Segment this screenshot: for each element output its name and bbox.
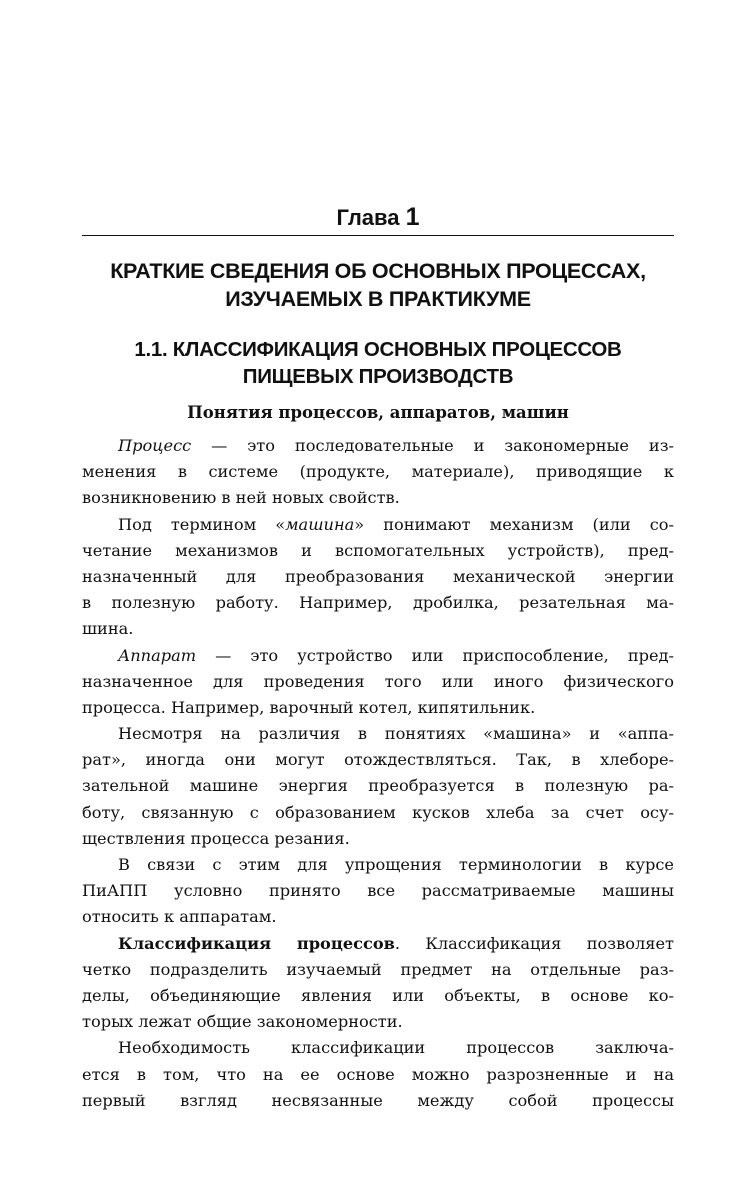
paragraph-line: в полезную работу. Например, дробилка, резательная ма- xyxy=(82,593,674,613)
paragraph-line: Необходимость классификации процессов заключа- xyxy=(118,1038,674,1058)
paragraph-line xyxy=(82,512,674,538)
paragraph-line: торых лежат общие закономерности. xyxy=(82,1012,403,1032)
line-text: — это последовательные и закономерные из- xyxy=(191,436,674,455)
paragraph-line: ется в том, что на ее основе можно разрозненные и на xyxy=(82,1064,674,1084)
term-apparatus: Аппарат xyxy=(118,645,197,665)
body-text xyxy=(82,433,674,1114)
paragraph-line: процесса. Например, варочный котел, кипятильник. xyxy=(82,697,536,717)
term-machine: машина xyxy=(285,514,355,534)
section-title-line: 1.1. КЛАССИФИКАЦИЯ ОСНОВНЫХ ПРОЦЕССОВ xyxy=(134,338,622,361)
chapter-title-line: КРАТКИЕ СВЕДЕНИЯ ОБ ОСНОВНЫХ ПРОЦЕССАХ, xyxy=(110,259,646,283)
paragraph-line: зательной машине энергия преобразуется в полезную ра- xyxy=(82,776,674,796)
section-title-line: ПИЩЕВЫХ ПРОИЗВОДСТВ xyxy=(242,365,514,388)
paragraph-line: четание механизмов и вспомогательных устройств), пред- xyxy=(82,540,674,560)
paragraph-line: боту, связанную с образованием кусков хлеба за счет осу- xyxy=(82,802,674,822)
chapter-title-line: ИЗУЧАЕМЫХ В ПРАКТИКУМЕ xyxy=(225,287,531,311)
paragraph-line: менения в системе (продукте, материале), приводящие к xyxy=(82,462,674,482)
line-text: . Классификация позволяет xyxy=(394,933,674,953)
paragraph-line: возникновению в ней новых свойств. xyxy=(82,488,400,508)
line-text: Под термином « xyxy=(118,514,286,534)
paragraph-line xyxy=(82,643,674,669)
line-text: » понимают механизм (или со- xyxy=(354,514,674,534)
chapter-divider xyxy=(82,235,674,236)
term-classification: Классификация процессов xyxy=(118,933,395,953)
term-process: Процесс xyxy=(118,436,192,455)
paragraph-line: четко подразделить изучаемый предмет на отдельные раз- xyxy=(82,959,674,979)
chapter-heading xyxy=(82,202,674,233)
paragraph-line: первый взгляд несвязанные между собой процессы xyxy=(82,1090,674,1110)
paragraph-line: назначенный для преобразования механической энергии xyxy=(82,566,674,586)
paragraph-line: делы, объединяющие явления или объекты, в основе ко- xyxy=(82,985,674,1005)
chapter-label-text: Глава xyxy=(336,205,400,230)
section-title xyxy=(82,336,674,390)
paragraph-line: В связи с этим для упрощения терминологии в курсе xyxy=(118,855,674,874)
chapter-title xyxy=(82,257,674,313)
paragraph-line: Несмотря на различия в понятиях «машина» и «аппа- xyxy=(118,724,674,744)
subheading: Понятия процессов, аппаратов, машин xyxy=(187,403,569,422)
paragraph-line xyxy=(82,931,674,957)
paragraph-line: ПиАПП условно принято все рассматриваемые машины xyxy=(82,881,674,901)
line-text: — это устройство или приспособление, пред- xyxy=(196,645,674,665)
paragraph-line: относить к аппаратам. xyxy=(82,907,277,927)
paragraph-line: шина. xyxy=(82,619,134,639)
paragraph-line: ществления процесса резания. xyxy=(82,828,350,848)
paragraph-line: назначенное для проведения того или иного физического xyxy=(82,671,674,691)
paragraph-line: рат», иногда они могут отождествляться. Так, в хлеборе- xyxy=(82,750,674,770)
chapter-number: 1 xyxy=(405,203,420,231)
paragraph-line xyxy=(82,433,674,459)
